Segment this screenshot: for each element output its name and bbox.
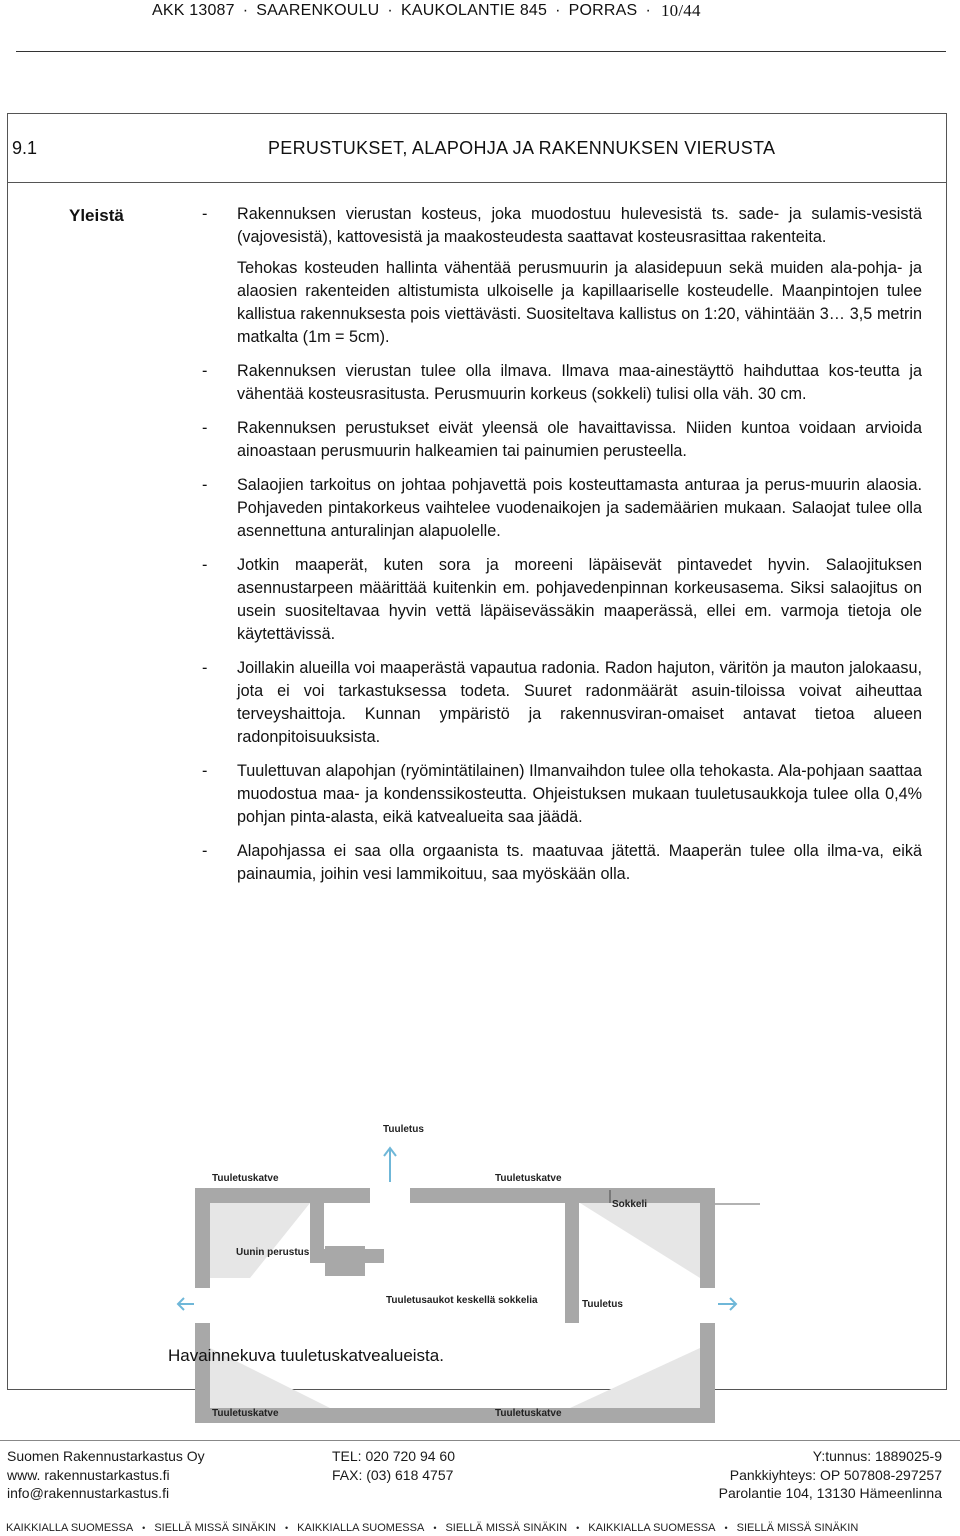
paragraph	[198, 360, 922, 406]
slogan-dot: •	[576, 1522, 580, 1533]
doc-code: AKK 13087	[152, 2, 235, 19]
figure-caption: Havainnekuva tuuletuskatvealueista.	[168, 1346, 444, 1365]
bullet-dash: -	[202, 762, 208, 780]
sokkeli-wall	[195, 1188, 370, 1203]
footer-company-info-column	[719, 1447, 942, 1503]
slogan-item: SIELLÄ MISSÄ SINÄKIN	[154, 1521, 276, 1534]
email-link[interactable]: info@rakennustarkastus.fi	[7, 1485, 170, 1501]
bullet-dash: -	[202, 205, 208, 223]
bullet-dash: -	[202, 556, 208, 574]
sokkeli-wall	[410, 1188, 715, 1203]
paragraph-text: Alapohjassa ei saa olla orgaanista ts. maatuvaa jätettä. Maaperän tulee olla ilma-va, eikä painaumia, joihin vesi lammikoituu, saa myöskään olla.	[237, 842, 922, 883]
slogan-dot: •	[724, 1522, 728, 1533]
label-tuuletusaukot: Tuuletusaukot keskellä sokkelia	[386, 1295, 538, 1306]
page-header	[152, 0, 812, 22]
school-name: SAARENKOULU	[256, 2, 380, 19]
paragraph-text: Jotkin maaperät, kuten sora ja moreeni läpäisevät pintavedet hyvin. Salaojituksen asennustarpeen määrittää kuitenkin em. pohjavedenpinnan korkeusasema. Siksi salaojitus on usein suositeltavaa hyvin vettä läpäisevässäkin maaperässä, ellei em. varmoja tietoja ole käytettävissä.	[237, 556, 922, 643]
paragraph	[198, 257, 922, 349]
slogan-dot: •	[433, 1522, 437, 1533]
label-tuuletuskatve: Tuuletuskatve	[495, 1173, 562, 1184]
slogan-item: KAIKKIALLA SUOMESSA	[588, 1521, 716, 1534]
bullet-dash: -	[202, 842, 208, 860]
paragraph	[198, 840, 922, 886]
section-frame	[7, 113, 947, 1419]
paragraph	[198, 760, 922, 829]
slogan-item: KAIKKIALLA SUOMESSA	[297, 1521, 425, 1534]
footer-rule	[0, 1440, 960, 1441]
slogan-item: SIELLÄ MISSÄ SINÄKIN	[445, 1521, 568, 1534]
dead-zone-shade	[580, 1203, 700, 1278]
paragraph-text: Tehokas kosteuden hallinta vähentää perusmuurin ja alasidepuun sekä muiden ala-pohja- ja alaosien rakenteiden altistumista ulkoiselle ja kapillaariselle kosteudelle. Maanpintojen tulee kallistua rakennuksesta pois viettävästi. Suositeltava kallistus on 1:20, vähintään 3… 3,5 metrin matkalta (1m = 5cm).	[237, 259, 922, 346]
sokkeli-wall	[195, 1188, 210, 1288]
telephone: TEL: 020 720 94 60	[332, 1448, 455, 1464]
label-sokkeli: Sokkeli	[612, 1199, 648, 1210]
paragraph-text: Rakennuksen vierustan tulee olla ilmava. Ilmava maa-ainestäyttö haihduttaa kos-teutta ja vähentää kosteusrasitusta. Perusmuurin korkeus (sokkeli) tulisi olla väh. 30 cm.	[237, 362, 922, 403]
slogan-item: SIELLÄ MISSÄ SINÄKIN	[736, 1521, 859, 1534]
bank-account: Pankkiyhteys: OP 507808-297257	[729, 1466, 942, 1483]
section-title-row	[8, 114, 946, 183]
bullet-dash: -	[202, 419, 208, 437]
website-link[interactable]: www. rakennustarkastus.fi	[7, 1466, 170, 1483]
page-number: 10/44	[660, 1, 701, 20]
label-tuuletus-mid: Tuuletus	[582, 1299, 623, 1310]
paragraph-text: Tuulettuvan alapohjan (ryömintätilainen) Ilmanvaihdon tulee olla tehokasta. Ala-pohjaan saattaa muodostua maa- ja kondenssikosteutta. Ohjeistuksen mukaan tuuletusaukkoja tulee olla 0,4% pohjan pinta-alasta, eikä katvealueita saa jäädä.	[237, 762, 922, 826]
header-separator: ·	[387, 2, 393, 19]
footer-company-column	[7, 1447, 205, 1503]
oven-foundation	[325, 1246, 365, 1276]
paragraph-text: Rakennuksen perustukset eivät yleensä ole havaittavissa. Niiden kuntoa voidaan arvioida ainoastaan perusmuurin halkeamien tai painumien perusteella.	[237, 419, 922, 460]
stair: PORRAS	[568, 2, 638, 19]
paragraph	[198, 554, 922, 646]
inner-wall	[310, 1203, 324, 1263]
street-address: Parolantie 104, 13130 Hämeenlinna	[718, 1485, 942, 1501]
paragraph	[198, 474, 922, 543]
paragraph-text: Salaojien tarkoitus on johtaa pohjavettä pois kosteuttamasta anturaa ja perus-muurin alaosia. Pohjaveden pintakorkeus vaihtelee vuodenaikojen ja sademäärien mukaan. Salaojat tulee olla asennettuna anturalinjan alapuolelle.	[237, 476, 922, 540]
bullet-dash: -	[202, 362, 208, 380]
paragraph-text: Joillakin alueilla voi maaperästä vapautua radonia. Radon hajuton, väritön ja mauton jalokaasu, jota ei voi tarkastuksessa todeta. Suuret radonmäärät asuin-tiloissa voivat aiheuttaa terveyshaittoja. Kunnan ympäristö ja rakennusviran-omaiset antavat tietoa alueen radonpitoisuuksista.	[237, 659, 922, 746]
paragraph	[198, 657, 922, 749]
sokkeli-wall	[700, 1188, 715, 1288]
slogan-dot: •	[142, 1522, 146, 1533]
header-separator: ·	[645, 2, 651, 19]
header-separator: ·	[555, 2, 561, 19]
address: KAUKOLANTIE 845	[400, 2, 548, 19]
section-content	[198, 203, 922, 897]
slogan-item: KAIKKIALLA SUOMESSA	[6, 1521, 134, 1534]
business-id: Y:tunnus: 1889025-9	[812, 1448, 942, 1464]
label-tuuletuskatve: Tuuletuskatve	[212, 1173, 279, 1184]
header-rule	[16, 51, 946, 52]
slogan-strip	[0, 1519, 960, 1536]
slogan-dot: •	[284, 1522, 289, 1533]
label-uunin-perustus: Uunin perustus	[236, 1247, 310, 1258]
paragraph	[198, 203, 922, 249]
label-tuuletuskatve: Tuuletuskatve	[495, 1408, 562, 1419]
dead-zone-shade	[210, 1203, 310, 1278]
section-title: PERUSTUKSET, ALAPOHJA JA RAKENNUKSEN VIERUSTA	[268, 138, 776, 158]
paragraph	[198, 417, 922, 463]
footer-contact-column	[332, 1447, 455, 1484]
company-name: Suomen Rakennustarkastus Oy	[7, 1448, 205, 1464]
inner-wall	[565, 1203, 579, 1323]
label-tuuletuskatve: Tuuletuskatve	[212, 1408, 279, 1419]
bullet-dash: -	[202, 476, 208, 494]
section-label: Yleistä	[69, 206, 124, 225]
ventilation-diagram	[170, 1108, 930, 1453]
dead-zone-shade	[570, 1348, 700, 1408]
label-tuuletus-top: Tuuletus	[383, 1124, 424, 1135]
header-separator: ·	[242, 2, 249, 19]
fax: FAX: (03) 618 4757	[332, 1466, 454, 1483]
section-number: 9.1	[12, 138, 38, 158]
bullet-dash: -	[202, 659, 208, 677]
paragraph-text: Rakennuksen vierustan kosteus, joka muodostuu hulevesistä ts. sade- ja sulamis-vesistä (vajovesistä), kattovesistä ja maakosteudesta saattavat kosteusrasittaa rakenteita.	[237, 205, 922, 246]
